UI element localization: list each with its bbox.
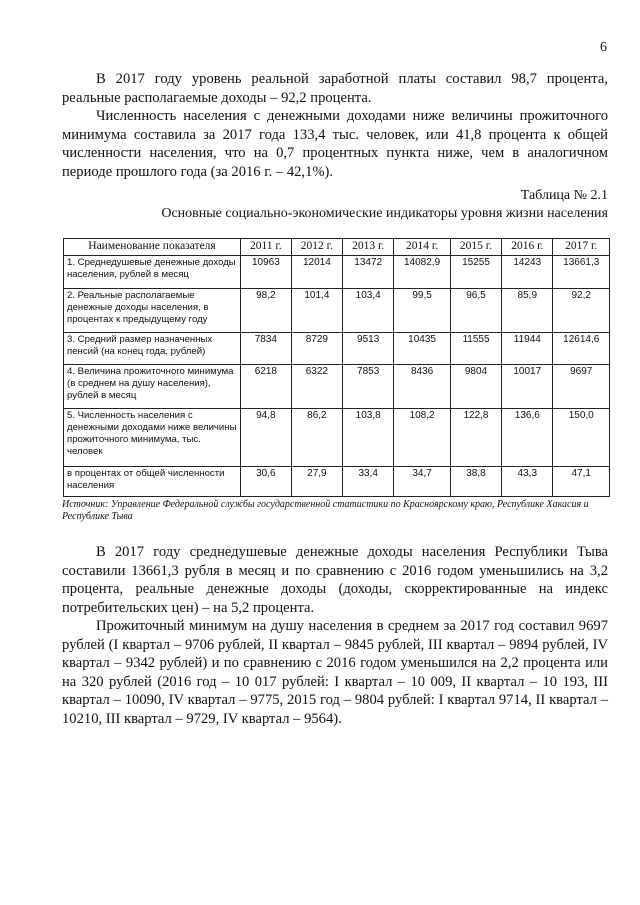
- table-row: [64, 365, 610, 409]
- table-cell: 9697: [553, 365, 610, 409]
- table-cell: 98,2: [241, 289, 292, 333]
- table-cell: 12014: [291, 256, 342, 289]
- column-header: 2011 г.: [241, 239, 292, 256]
- table-cell: 92,2: [553, 289, 610, 333]
- table-cell: 136,6: [502, 409, 553, 467]
- table-number: Таблица № 2.1: [520, 188, 608, 203]
- column-header: 2016 г.: [502, 239, 553, 256]
- table-cell: 122,8: [450, 409, 501, 467]
- table-cell: 101,4: [291, 289, 342, 333]
- table-cell: 6218: [241, 365, 292, 409]
- indicators-table: [63, 238, 610, 497]
- column-header: Наименование показателя: [64, 239, 241, 256]
- table-cell: 11555: [450, 333, 501, 365]
- column-header: 2012 г.: [291, 239, 342, 256]
- table-cell: 150,0: [553, 409, 610, 467]
- table-cell: 43,3: [502, 467, 553, 497]
- table-cell: 85,9: [502, 289, 553, 333]
- table-cell: 8729: [291, 333, 342, 365]
- table-cell: 27,9: [291, 467, 342, 497]
- row-label: 1. Среднедушевые денежные доходы населения, рублей в месяц: [64, 256, 241, 289]
- table-cell: 13661,3: [553, 256, 610, 289]
- table-cell: 13472: [343, 256, 394, 289]
- table-cell: 103,4: [343, 289, 394, 333]
- paragraph-wages: В 2017 году уровень реальной заработной платы составил 98,7 процента, реальные располагаемые доходы – 92,2 процента.: [62, 71, 608, 106]
- table-row: [64, 256, 610, 289]
- row-label: в процентах от общей численности населения: [64, 467, 241, 497]
- table-cell: 11944: [502, 333, 553, 365]
- paragraph-income: В 2017 году среднедушевые денежные доходы населения Республики Тыва составили 13661,3 рубля в месяц и по сравнению с 2016 годом уменьшились на 3,2 процента, реальные денежные доходы (доходы, скорректированные на индекс потребительских цен) – на 5,2 процента.: [62, 544, 608, 616]
- table-header-row: [64, 239, 610, 256]
- page-number: 6: [600, 40, 607, 55]
- table-cell: 10017: [502, 365, 553, 409]
- table-title: Основные социально-экономические индикаторы уровня жизни населения: [161, 206, 608, 221]
- table-row: [64, 409, 610, 467]
- table-cell: 99,5: [394, 289, 451, 333]
- table-source-note: Источник: Управление Федеральной службы государственной статистики по Красноярскому краю, Республике Хакасия и Республике Тыва: [62, 499, 589, 522]
- table-cell: 33,4: [343, 467, 394, 497]
- table-cell: 34,7: [394, 467, 451, 497]
- table-cell: 10963: [241, 256, 292, 289]
- table-row: [64, 333, 610, 365]
- table-cell: 7853: [343, 365, 394, 409]
- table-cell: 12614,6: [553, 333, 610, 365]
- row-label: 4. Величина прожиточного минимума (в среднем на душу населения), рублей в месяц: [64, 365, 241, 409]
- paragraph-population-below-minimum: Численность населения с денежными доходами ниже величины прожиточного минимума составила за 2017 года 133,4 тыс. человек, или 41,8 процента к общей численности населения, что на 0,7 процентных пункта ниже, чем в аналогичном периоде прошлого года (за 2016 г. – 42,1%).: [62, 108, 608, 180]
- row-label: 3. Средний размер назначенных пенсий (на конец года, рублей): [64, 333, 241, 365]
- table-cell: 47,1: [553, 467, 610, 497]
- table-cell: 14082,9: [394, 256, 451, 289]
- table-row: [64, 289, 610, 333]
- table-cell: 94,8: [241, 409, 292, 467]
- table-cell: 9804: [450, 365, 501, 409]
- table-cell: 103,8: [343, 409, 394, 467]
- column-header: 2013 г.: [343, 239, 394, 256]
- table-row: [64, 467, 610, 497]
- table-cell: 15255: [450, 256, 501, 289]
- paragraph-subsistence-minimum: Прожиточный минимум на душу населения в среднем за 2017 год составил 9697 рублей (I квартал – 9706 рублей, II квартал – 9845 рублей, III квартал – 9894 рублей, IV квартал – 9342 рублей) и по сравнению с 2016 годом уменьшился на 2,2 процента или на 320 рублей (2016 год – 10 017 рублей: I квартал – 10 009, II квартал – 10 193, III квартал – 10090, IV квартал – 9775, 2015 год – 9804 рублей: I квартал 9714, II квартал – 10210, III квартал – 9729, IV квартал – 9564).: [62, 618, 608, 727]
- column-header: 2015 г.: [450, 239, 501, 256]
- table-cell: 86,2: [291, 409, 342, 467]
- table-cell: 108,2: [394, 409, 451, 467]
- table-cell: 6322: [291, 365, 342, 409]
- table-cell: 9513: [343, 333, 394, 365]
- table-cell: 10435: [394, 333, 451, 365]
- row-label: 5. Численность населения с денежными доходами ниже величины прожиточного минимума, тыс. человек: [64, 409, 241, 467]
- table-cell: 8436: [394, 365, 451, 409]
- row-label: 2. Реальные располагаемые денежные доходы населения, в процентах к предыдущему году: [64, 289, 241, 333]
- table-cell: 30,6: [241, 467, 292, 497]
- column-header: 2017 г.: [553, 239, 610, 256]
- table-cell: 96,5: [450, 289, 501, 333]
- table-cell: 38,8: [450, 467, 501, 497]
- table-cell: 7834: [241, 333, 292, 365]
- column-header: 2014 г.: [394, 239, 451, 256]
- table-cell: 14243: [502, 256, 553, 289]
